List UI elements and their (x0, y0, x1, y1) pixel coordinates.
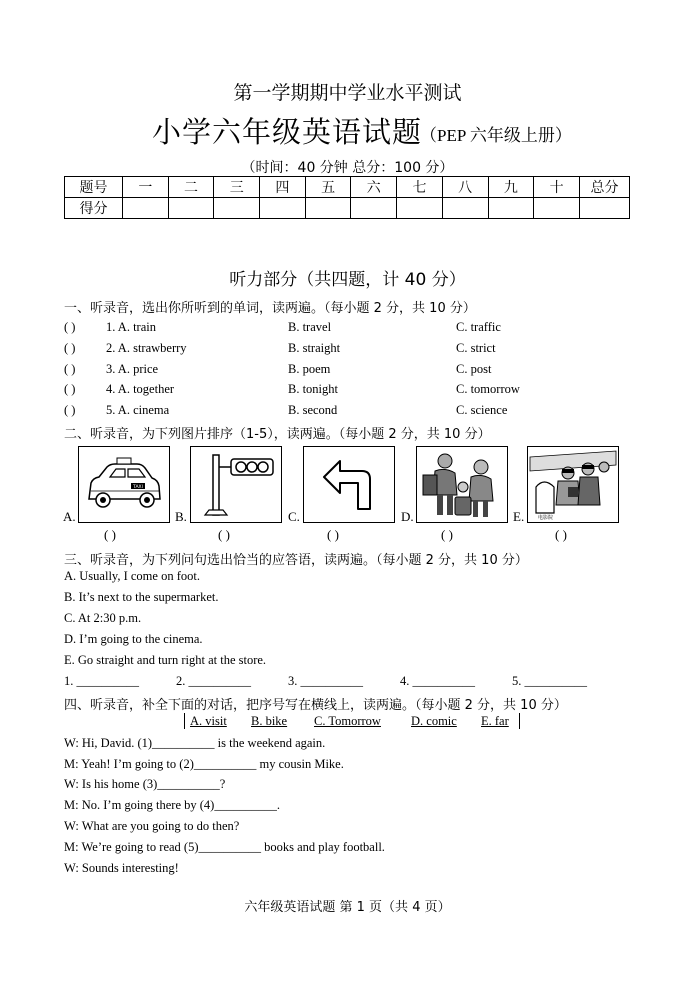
answer-line[interactable]: 2. __________ (176, 674, 251, 688)
option-c: C. traffic (456, 320, 501, 334)
score-table-header-row (65, 177, 630, 198)
word-bank-item: A. visit (190, 714, 227, 728)
response-option: D. I’m going to the cinema. (64, 632, 203, 646)
option-a: 3. A. price (106, 362, 159, 376)
score-header-cell: 四 (260, 177, 306, 198)
exam-title: 小学六年级英语试题 (152, 117, 423, 149)
turn-left-arrow-icon (304, 447, 394, 522)
traffic-light-icon (191, 447, 281, 522)
score-cell[interactable] (214, 198, 260, 219)
score-cell[interactable] (397, 198, 443, 219)
response-option: E. Go straight and turn right at the store. (64, 653, 267, 667)
word-bank (184, 713, 520, 729)
dialogue-line: W: Sounds interesting! (64, 861, 179, 875)
option-c: C. science (456, 403, 508, 417)
score-cell[interactable] (534, 198, 580, 219)
option-b: B. straight (288, 341, 341, 355)
cinema-sign-text: 电影院 (538, 515, 554, 521)
answer-blank[interactable]: ( ) (64, 403, 76, 417)
page-footer: 六年级英语试题 第 1 页（共 4 页） (244, 900, 451, 915)
travellers-picture (416, 446, 508, 523)
picture-letter-d: D. (401, 509, 414, 524)
picture-answer-blank[interactable]: ( ) (441, 527, 453, 542)
score-header-cell: 三 (214, 177, 260, 198)
option-c: C. tomorrow (456, 382, 520, 396)
score-cell[interactable] (442, 198, 488, 219)
answer-blank[interactable]: ( ) (64, 382, 76, 396)
option-a: 4. A. together (106, 382, 175, 396)
option-b: B. travel (288, 320, 332, 334)
score-cell[interactable] (305, 198, 351, 219)
word-bank-item: B. bike (251, 714, 288, 728)
dialogue-line: M: No. I’m going there by (4)__________. (64, 798, 280, 812)
listening-section-heading: 听力部分（共四题，计 40 分） (229, 270, 466, 290)
score-cell[interactable] (488, 198, 534, 219)
score-header-cell: 二 (168, 177, 214, 198)
q3-instruction: 三、听录音，为下列问句选出恰当的应答语，读两遍。（每小题 2 分，共 10 分） (64, 553, 528, 568)
word-bank-item: C. Tomorrow (314, 714, 381, 728)
score-header-cell: 十 (534, 177, 580, 198)
answer-blank[interactable]: ( ) (64, 320, 76, 334)
picture-letter-a: A. (63, 509, 76, 524)
response-option: A. Usually, I come on foot. (64, 569, 200, 583)
option-b: B. second (288, 403, 338, 417)
dialogue-line: W: Hi, David. (1)__________ is the weekend again. (64, 736, 326, 750)
score-header-cell: 九 (488, 177, 534, 198)
response-option: C. At 2:30 p.m. (64, 611, 142, 625)
option-a: 5. A. cinema (106, 403, 170, 417)
score-cell[interactable] (260, 198, 306, 219)
answer-line[interactable]: 3. __________ (288, 674, 363, 688)
score-header-cell: 题号 (65, 177, 123, 198)
exam-title-note: （PEP 六年级上册） (420, 126, 572, 145)
taxi-text: TAXI (133, 485, 143, 490)
score-cell[interactable] (123, 198, 169, 219)
score-header-cell: 八 (442, 177, 488, 198)
picture-letter-c: C. (288, 509, 300, 524)
q4-instruction: 四、听录音，补全下面的对话，把序号写在横线上，读两遍。（每小题 2 分，共 10 分） (64, 698, 567, 713)
score-cell[interactable] (580, 198, 630, 219)
picture-letter-e: E. (513, 509, 525, 524)
answer-line[interactable]: 5. __________ (512, 674, 587, 688)
response-option: B. It’s next to the supermarket. (64, 590, 219, 604)
score-cell[interactable] (168, 198, 214, 219)
travellers-icon (417, 447, 507, 522)
option-c: C. post (456, 362, 492, 376)
score-table (64, 176, 630, 219)
word-bank-item: E. far (481, 714, 509, 728)
picture-answer-blank[interactable]: ( ) (555, 527, 567, 542)
q2-instruction: 二、听录音，为下列图片排序（1-5），读两遍。（每小题 2 分，共 10 分） (64, 427, 491, 442)
picture-answer-blank[interactable]: ( ) (104, 527, 116, 542)
answer-blank[interactable]: ( ) (64, 362, 76, 376)
option-a: 1. A. train (106, 320, 156, 334)
turn-left-sign-picture (303, 446, 395, 523)
answer-line[interactable]: 4. __________ (400, 674, 475, 688)
dialogue-line: M: We’re going to read (5)__________ books and play football. (64, 840, 385, 854)
score-cell[interactable] (351, 198, 397, 219)
picture-letter-b: B. (175, 509, 187, 524)
answer-line[interactable]: 1. __________ (64, 674, 139, 688)
taxi-icon (79, 447, 169, 522)
exam-time-info: （时间：40 分钟 总分：100 分） (241, 160, 454, 176)
dialogue-line: W: What are you going to do then? (64, 819, 240, 833)
traffic-lights-picture (190, 446, 282, 523)
dialogue-line: M: Yeah! I’m going to (2)__________ my cousin Mike. (64, 757, 344, 771)
picture-answer-blank[interactable]: ( ) (218, 527, 230, 542)
score-table-score-row (65, 198, 630, 219)
answer-blank[interactable]: ( ) (64, 341, 76, 355)
score-header-cell: 五 (305, 177, 351, 198)
score-header-cell: 六 (351, 177, 397, 198)
option-b: B. poem (288, 362, 331, 376)
q1-instruction: 一、听录音，选出你所听到的单词，读两遍。（每小题 2 分，共 10 分） (64, 301, 476, 316)
exam-subtitle: 第一学期期中学业水平测试 (233, 83, 462, 104)
picture-answer-blank[interactable]: ( ) (327, 527, 339, 542)
score-header-cell: 总分 (580, 177, 630, 198)
option-c: C. strict (456, 341, 496, 355)
dialogue-line: W: Is his home (3)__________? (64, 777, 226, 791)
score-header-cell: 七 (397, 177, 443, 198)
taxi-picture (78, 446, 170, 523)
cinema-icon (528, 447, 618, 522)
cinema-picture (527, 446, 619, 523)
option-b: B. tonight (288, 382, 339, 396)
option-a: 2. A. strawberry (106, 341, 187, 355)
word-bank-item: D. comic (411, 714, 457, 728)
score-row-label: 得分 (65, 198, 123, 219)
score-header-cell: 一 (123, 177, 169, 198)
